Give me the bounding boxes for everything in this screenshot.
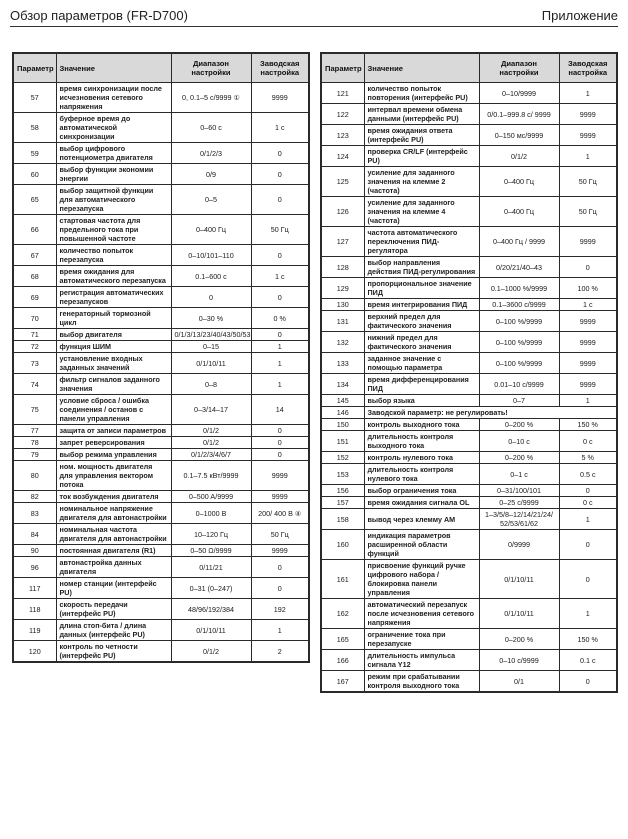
setting-range: 0–10/101–110 [171, 245, 251, 266]
table-row [321, 560, 617, 599]
table-row [321, 332, 617, 353]
parameter-number: 133 [321, 353, 364, 374]
parameter-description: количество попыток повторения (интерфейс PU) [364, 83, 479, 104]
parameter-number: 166 [321, 650, 364, 671]
table-row [321, 650, 617, 671]
parameter-number: 132 [321, 332, 364, 353]
parameter-number: 69 [13, 287, 56, 308]
table-row [321, 125, 617, 146]
parameter-number: 156 [321, 485, 364, 497]
parameter-description: присвоение функций ручке цифрового набора / блокировка панели управления [364, 560, 479, 599]
setting-range: 0–100 %/9999 [479, 332, 559, 353]
parameter-number: 120 [13, 641, 56, 663]
setting-range: 0–200 % [479, 452, 559, 464]
parameter-description: длительность импульса сигнала Y12 [364, 650, 479, 671]
parameter-description: номер станции (интерфейс PU) [56, 578, 171, 599]
parameter-number: 158 [321, 509, 364, 530]
parameter-description: время ожидания ответа (интерфейс PU) [364, 125, 479, 146]
column-header-range: Диапазон настройки [479, 53, 559, 83]
factory-default: 1 [559, 599, 617, 629]
parameter-description: выбор режима управления [56, 449, 171, 461]
table-row [321, 419, 617, 431]
parameter-number: 78 [13, 437, 56, 449]
setting-range: 0–3/14–17 [171, 395, 251, 425]
parameter-number: 157 [321, 497, 364, 509]
parameter-number: 58 [13, 113, 56, 143]
parameter-description: частота автоматического переключения ПИД-регулятора [364, 227, 479, 257]
setting-range: 0/20/21/40–43 [479, 257, 559, 278]
setting-range: 0–400 Гц [479, 197, 559, 227]
factory-default: 9999 [559, 353, 617, 374]
table-row [13, 215, 309, 245]
parameter-number: 74 [13, 374, 56, 395]
parameter-number: 128 [321, 257, 364, 278]
factory-default: 0 [251, 557, 309, 578]
table-row [321, 146, 617, 167]
table-row [13, 545, 309, 557]
setting-range: 0–1 с [479, 464, 559, 485]
setting-range: 0–10 с [479, 431, 559, 452]
setting-range: 0/1 [479, 671, 559, 693]
setting-range: 0.1–1000 %/9999 [479, 278, 559, 299]
parameter-description: выбор защитной функции для автоматического перезапуска [56, 185, 171, 215]
parameter-description: индикация параметров расширенной области функций [364, 530, 479, 560]
setting-range: 0–500 A/9999 [171, 491, 251, 503]
table-header-row [321, 53, 617, 83]
setting-range: 0/1/2 [171, 425, 251, 437]
factory-default: 1 [559, 83, 617, 104]
parameter-number: 122 [321, 104, 364, 125]
setting-range: 0–200 % [479, 629, 559, 650]
setting-range: 0/1/10/11 [479, 560, 559, 599]
table-row [13, 308, 309, 329]
setting-range: 0–10 с/9999 [479, 650, 559, 671]
factory-default: 150 % [559, 629, 617, 650]
setting-range: 0–10/9999 [479, 83, 559, 104]
parameter-description: верхний предел для фактического значения [364, 311, 479, 332]
factory-default: 200/ 400 В ④ [251, 503, 309, 524]
factory-default: 0 [251, 578, 309, 599]
parameter-description: защита от записи параметров [56, 425, 171, 437]
factory-default: 0 [251, 329, 309, 341]
setting-range: 0/1/10/11 [171, 620, 251, 641]
setting-range: 0–1000 В [171, 503, 251, 524]
table-row [13, 83, 309, 113]
factory-default: 9999 [559, 332, 617, 353]
parameter-number: 60 [13, 164, 56, 185]
parameter-description: время дифференцирования ПИД [364, 374, 479, 395]
setting-range: 0.1–3600 с/9999 [479, 299, 559, 311]
parameter-number: 65 [13, 185, 56, 215]
setting-range: 0/9 [171, 164, 251, 185]
table-row [13, 374, 309, 395]
parameter-number: 152 [321, 452, 364, 464]
factory-default: 50 Гц [251, 215, 309, 245]
factory-default: 9999 [251, 491, 309, 503]
parameter-table-right [320, 52, 618, 693]
parameter-number: 96 [13, 557, 56, 578]
factory-default: 1 [559, 395, 617, 407]
parameter-number: 123 [321, 125, 364, 146]
setting-range: 0–200 % [479, 419, 559, 431]
parameter-number: 90 [13, 545, 56, 557]
column-header-parameter: Параметр [321, 53, 364, 83]
parameter-table-left [12, 52, 310, 663]
setting-range: 0–400 Гц / 9999 [479, 227, 559, 257]
setting-range: 0/1/2/3/4/6/7 [171, 449, 251, 461]
factory-default: 1 с [251, 266, 309, 287]
setting-range: 0–7 [479, 395, 559, 407]
parameter-description: время интегрирования ПИД [364, 299, 479, 311]
parameter-number: 72 [13, 341, 56, 353]
table-row [13, 353, 309, 374]
page-header [10, 4, 618, 27]
parameter-description: выбор цифрового потенциометра двигателя [56, 143, 171, 164]
setting-range: 0–50 Ω/9999 [171, 545, 251, 557]
factory-default: 0 [251, 287, 309, 308]
parameter-description: нижний предел для фактического значения [364, 332, 479, 353]
table-row [321, 530, 617, 560]
section-title: Приложение [541, 7, 618, 23]
parameter-number: 151 [321, 431, 364, 452]
factory-default: 1 с [559, 299, 617, 311]
factory-default: 9999 [251, 545, 309, 557]
setting-range: 48/96/192/384 [171, 599, 251, 620]
table-row [321, 257, 617, 278]
setting-range: 0.01–10 с/9999 [479, 374, 559, 395]
table-row [13, 164, 309, 185]
setting-range: 1–3/5/8–12/14/21/24/ 52/53/61/62 [479, 509, 559, 530]
factory-default: 0.1 с [559, 650, 617, 671]
factory-default: 0 [559, 530, 617, 560]
parameter-description: заданное значение с помощью параметра [364, 353, 479, 374]
parameter-number: 73 [13, 353, 56, 374]
table-row [321, 167, 617, 197]
parameter-number: 150 [321, 419, 364, 431]
factory-default: 1 [251, 353, 309, 374]
parameter-number: 145 [321, 395, 364, 407]
parameter-description: выбор направления действия ПИД-регулирования [364, 257, 479, 278]
factory-default: 1 [251, 374, 309, 395]
setting-range: 0/1/2 [479, 146, 559, 167]
parameter-description: длина стоп-бита / длина данных (интерфейс PU) [56, 620, 171, 641]
factory-default: 150 % [559, 419, 617, 431]
parameter-description: контроль выходного тока [364, 419, 479, 431]
setting-range: 0/1/10/11 [479, 599, 559, 629]
parameter-number: 117 [13, 578, 56, 599]
parameter-number: 121 [321, 83, 364, 104]
parameter-number: 118 [13, 599, 56, 620]
table-row [13, 245, 309, 266]
setting-range: 0–100 %/9999 [479, 353, 559, 374]
factory-default: 0 [559, 560, 617, 599]
setting-range: 0/1/10/11 [171, 353, 251, 374]
parameter-number: 161 [321, 560, 364, 599]
parameter-description: время ожидания сигнала OL [364, 497, 479, 509]
table-row [321, 509, 617, 530]
factory-default: 1 с [251, 113, 309, 143]
table-row [13, 461, 309, 491]
setting-range: 0–60 с [171, 113, 251, 143]
setting-range: 0–30 % [171, 308, 251, 329]
table-row [321, 374, 617, 395]
parameter-description: функция ШИМ [56, 341, 171, 353]
table-row [321, 197, 617, 227]
parameter-number: 129 [321, 278, 364, 299]
setting-range: 0–400 Гц [479, 167, 559, 197]
table-row [321, 104, 617, 125]
table-row [13, 503, 309, 524]
factory-default: 2 [251, 641, 309, 663]
setting-range: 0/1/3/13/23/40/43/50/53 [171, 329, 251, 341]
parameter-description: усиление для заданного значения на клемме 4 (частота) [364, 197, 479, 227]
factory-default: 9999 [559, 125, 617, 146]
factory-default: 5 % [559, 452, 617, 464]
table-row [13, 329, 309, 341]
table-row [321, 299, 617, 311]
table-header-row [13, 53, 309, 83]
setting-range: 0–100 %/9999 [479, 311, 559, 332]
column-header-description: Значение [364, 53, 479, 83]
factory-default: 0 [559, 485, 617, 497]
parameter-number: 83 [13, 503, 56, 524]
parameter-description: пропорциональное значение ПИД [364, 278, 479, 299]
factory-default: 9999 [251, 83, 309, 113]
factory-default: 0 [251, 449, 309, 461]
setting-range: 0–25 с/9999 [479, 497, 559, 509]
parameter-number: 119 [13, 620, 56, 641]
parameter-description: режим при срабатывании контроля выходного тока [364, 671, 479, 693]
parameter-description: условие сброса / ошибка соединения / останов с панели управления [56, 395, 171, 425]
setting-range: 0–31/100/101 [479, 485, 559, 497]
table-row [321, 431, 617, 452]
setting-range: 0–400 Гц [171, 215, 251, 245]
parameter-number: 80 [13, 461, 56, 491]
table-row [13, 578, 309, 599]
setting-range: 0–150 мс/9999 [479, 125, 559, 146]
factory-default: 0 [251, 143, 309, 164]
table-row [321, 485, 617, 497]
table-row [13, 287, 309, 308]
parameter-number: 67 [13, 245, 56, 266]
parameter-description: интервал времени обмена данными (интерфейс PU) [364, 104, 479, 125]
factory-default: 0 [251, 245, 309, 266]
parameter-description: выбор ограничения тока [364, 485, 479, 497]
parameter-number: 167 [321, 671, 364, 693]
factory-default: 1 [251, 341, 309, 353]
parameter-number: 57 [13, 83, 56, 113]
setting-range: 0/11/21 [171, 557, 251, 578]
parameter-number: 79 [13, 449, 56, 461]
parameter-number: 160 [321, 530, 364, 560]
parameter-number: 134 [321, 374, 364, 395]
setting-range: 0/1/2/3 [171, 143, 251, 164]
factory-default: 0 [251, 185, 309, 215]
setting-range: 0/0.1–999.8 с/ 9999 [479, 104, 559, 125]
parameter-description: номинальная частота двигателя для автонастройки [56, 524, 171, 545]
setting-range: 0 [171, 287, 251, 308]
table-row [321, 629, 617, 650]
factory-default: 0.5 с [559, 464, 617, 485]
parameter-description: буферное время до автоматической синхронизации [56, 113, 171, 143]
parameter-number: 162 [321, 599, 364, 629]
factory-default: 1 [251, 620, 309, 641]
table-row [13, 437, 309, 449]
table-row [13, 341, 309, 353]
parameter-number: 126 [321, 197, 364, 227]
factory-default: 9999 [251, 461, 309, 491]
factory-default: 0 [251, 425, 309, 437]
table-row [321, 464, 617, 485]
parameter-description: время синхронизации после исчезновения сетевого напряжения [56, 83, 171, 113]
setting-range: 0–31 (0–247) [171, 578, 251, 599]
table-row [13, 185, 309, 215]
factory-default: 9999 [559, 374, 617, 395]
parameter-description: проверка CR/LF (интерфейс PU) [364, 146, 479, 167]
table-row [13, 395, 309, 425]
table-row [13, 620, 309, 641]
column-header-default: Заводская настройка [559, 53, 617, 83]
parameter-number: 131 [321, 311, 364, 332]
factory-default: 0 [251, 437, 309, 449]
factory-default: 0 [559, 671, 617, 693]
factory-default: 0 с [559, 431, 617, 452]
parameter-number: 125 [321, 167, 364, 197]
table-row [13, 557, 309, 578]
table-row [321, 353, 617, 374]
parameter-description: номинальное напряжение двигателя для автонастройки [56, 503, 171, 524]
factory-default: 50 Гц [559, 167, 617, 197]
parameter-number: 84 [13, 524, 56, 545]
table-row [321, 278, 617, 299]
table-row [13, 425, 309, 437]
factory-default: 100 % [559, 278, 617, 299]
parameter-description: количество попыток перезапуска [56, 245, 171, 266]
parameter-description: ном. мощность двигателя для управления вектором потока [56, 461, 171, 491]
table-row [321, 671, 617, 693]
parameter-number: 59 [13, 143, 56, 164]
parameter-description: автоматический перезапуск после исчезновения сетевого напряжения [364, 599, 479, 629]
parameter-description: стартовая частота для предельного тока при повышенной частоте [56, 215, 171, 245]
parameter-description: выбор двигателя [56, 329, 171, 341]
factory-default: 50 Гц [251, 524, 309, 545]
parameter-number: 146 [321, 407, 364, 419]
table-row [13, 266, 309, 287]
parameter-number: 71 [13, 329, 56, 341]
setting-range: 0–15 [171, 341, 251, 353]
factory-default: 0 % [251, 308, 309, 329]
table-row [13, 641, 309, 663]
parameter-description: ток возбуждения двигателя [56, 491, 171, 503]
factory-default: 9999 [559, 311, 617, 332]
parameter-number: 68 [13, 266, 56, 287]
factory-default: 0 с [559, 497, 617, 509]
setting-range: 0/1/2 [171, 641, 251, 663]
column-header-default: Заводская настройка [251, 53, 309, 83]
parameter-description: вывод через клемму AM [364, 509, 479, 530]
parameter-number: 130 [321, 299, 364, 311]
table-row [13, 491, 309, 503]
parameter-number: 70 [13, 308, 56, 329]
parameter-number: 77 [13, 425, 56, 437]
factory-default: 1 [559, 146, 617, 167]
parameter-number: 75 [13, 395, 56, 425]
parameter-description: генераторный тормозной цикл [56, 308, 171, 329]
parameter-number: 82 [13, 491, 56, 503]
setting-range: 0/9999 [479, 530, 559, 560]
table-row [13, 449, 309, 461]
parameter-description: длительность контроля выходного тока [364, 431, 479, 452]
table-row [321, 407, 617, 419]
parameter-description: контроль нулевого тока [364, 452, 479, 464]
table-row [13, 113, 309, 143]
column-header-range: Диапазон настройки [171, 53, 251, 83]
table-row [13, 524, 309, 545]
parameter-description: время ожидания для автоматического перезапуска [56, 266, 171, 287]
parameter-number: 165 [321, 629, 364, 650]
table-row [13, 599, 309, 620]
page-title: Обзор параметров (FR-D700) [10, 7, 188, 23]
factory-default: 0 [251, 164, 309, 185]
table-row [321, 311, 617, 332]
parameter-description: длительность контроля нулевого тока [364, 464, 479, 485]
setting-range: 10–120 Гц [171, 524, 251, 545]
parameter-description: скорость передачи (интерфейс PU) [56, 599, 171, 620]
setting-range: 0, 0.1–5 с/9999 ① [171, 83, 251, 113]
parameter-description: постоянная двигателя (R1) [56, 545, 171, 557]
factory-default: 9999 [559, 104, 617, 125]
column-header-parameter: Параметр [13, 53, 56, 83]
parameter-description: фильтр сигналов заданного значения [56, 374, 171, 395]
parameter-number: 127 [321, 227, 364, 257]
setting-range: 0.1–7.5 кВт/9999 [171, 461, 251, 491]
factory-default: 50 Гц [559, 197, 617, 227]
parameter-description: контроль по четности (интерфейс PU) [56, 641, 171, 663]
setting-range: 0–5 [171, 185, 251, 215]
factory-default: 1 [559, 509, 617, 530]
table-row [321, 599, 617, 629]
parameter-number: 153 [321, 464, 364, 485]
parameter-description: ограничение тока при перезапуске [364, 629, 479, 650]
parameter-description: усиление для заданного значения на клемме 2 (частота) [364, 167, 479, 197]
parameter-description: регистрация автоматических перезапусков [56, 287, 171, 308]
setting-range: 0.1–600 с [171, 266, 251, 287]
parameter-description: установление входных заданных значений [56, 353, 171, 374]
factory-default: 9999 [559, 227, 617, 257]
table-row [321, 83, 617, 104]
parameter-description: выбор языка [364, 395, 479, 407]
table-row [321, 227, 617, 257]
parameter-description: запрет реверсирования [56, 437, 171, 449]
parameter-note: Заводской параметр: не регулировать! [364, 407, 617, 419]
table-row [321, 395, 617, 407]
factory-default: 0 [559, 257, 617, 278]
parameter-description: выбор функции экономии энергии [56, 164, 171, 185]
factory-default: 192 [251, 599, 309, 620]
table-row [13, 143, 309, 164]
setting-range: 0/1/2 [171, 437, 251, 449]
factory-default: 14 [251, 395, 309, 425]
table-row [321, 497, 617, 509]
setting-range: 0–8 [171, 374, 251, 395]
parameter-description: автонастройка данных двигателя [56, 557, 171, 578]
table-row [321, 452, 617, 464]
parameter-number: 124 [321, 146, 364, 167]
parameter-number: 66 [13, 215, 56, 245]
column-header-description: Значение [56, 53, 171, 83]
